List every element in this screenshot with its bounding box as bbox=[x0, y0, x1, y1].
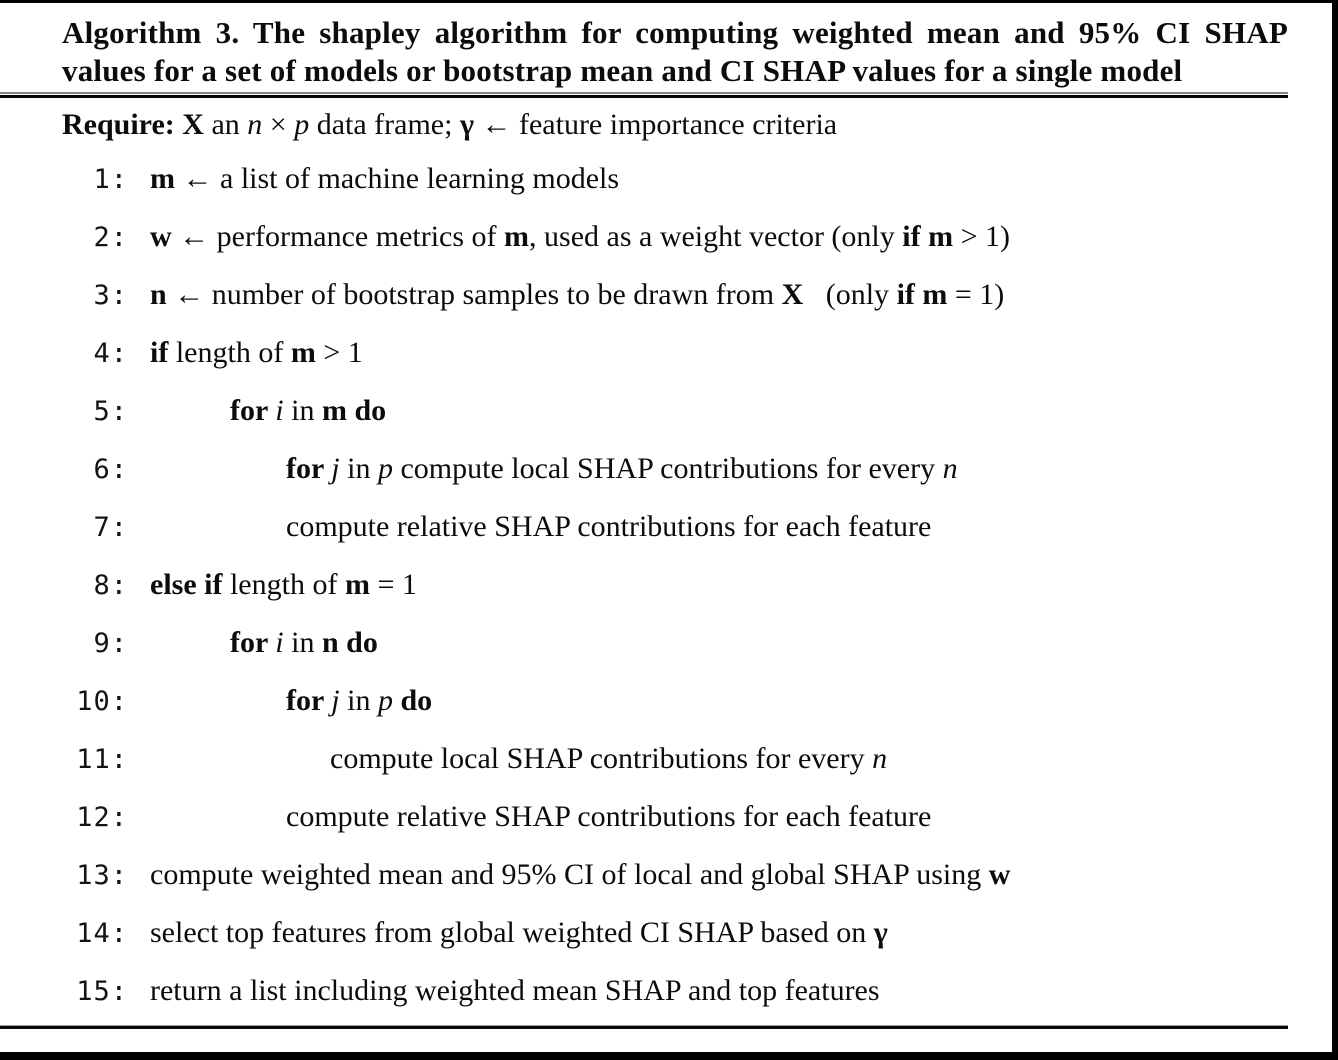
text-segment: if m bbox=[902, 220, 954, 253]
text-segment: γ bbox=[459, 108, 474, 141]
text-segment: Require: bbox=[62, 108, 183, 141]
line-content bbox=[286, 800, 931, 834]
algo-line-row bbox=[62, 730, 1010, 788]
algo-line-row bbox=[62, 962, 1010, 1020]
text-segment: if m bbox=[896, 278, 948, 311]
text-segment: > 1 bbox=[315, 336, 363, 369]
text-segment: m bbox=[290, 336, 316, 369]
text-segment: γ bbox=[873, 916, 888, 949]
line-number: 13: bbox=[76, 859, 128, 891]
line-number: 4: bbox=[93, 337, 128, 369]
line-number: 3: bbox=[93, 279, 128, 311]
text-segment: ← feature importance criteria bbox=[473, 108, 838, 141]
text-segment: select top features from global weighted CI SHAP based on bbox=[150, 916, 874, 949]
algo-line-row bbox=[62, 440, 1010, 498]
text-segment: compute relative SHAP contributions for each feature bbox=[286, 510, 932, 543]
text-segment: > 1) bbox=[953, 220, 1011, 253]
text-segment: compute relative SHAP contributions for each feature bbox=[286, 800, 932, 833]
text-segment: in bbox=[283, 394, 322, 427]
text-segment: (only bbox=[803, 278, 897, 311]
line-number: 14: bbox=[76, 917, 128, 949]
line-number: 1: bbox=[93, 163, 128, 195]
algo-line-row bbox=[62, 788, 1010, 846]
text-segment: in bbox=[283, 626, 322, 659]
text-segment: m bbox=[504, 220, 530, 253]
line-content bbox=[150, 568, 417, 602]
line-number: 9: bbox=[93, 627, 128, 659]
line-content bbox=[150, 858, 1010, 892]
algo-lines bbox=[62, 150, 1010, 1020]
text-segment: m bbox=[150, 162, 175, 195]
text-segment: an bbox=[203, 108, 248, 141]
text-segment: j bbox=[331, 684, 340, 717]
line-content bbox=[150, 220, 1010, 254]
text-segment: do bbox=[400, 684, 433, 717]
algo-line-row bbox=[62, 614, 1010, 672]
line-number: 6: bbox=[93, 453, 128, 485]
text-segment: n bbox=[247, 108, 263, 141]
require-line bbox=[62, 106, 837, 144]
line-content bbox=[230, 626, 378, 660]
line-number: 2: bbox=[93, 221, 128, 253]
text-segment: m do bbox=[321, 394, 387, 427]
line-content bbox=[150, 916, 888, 950]
line-content bbox=[150, 162, 619, 196]
bottom-rule bbox=[0, 1025, 1288, 1029]
algo-line-row bbox=[62, 150, 1010, 208]
text-segment: if bbox=[150, 336, 176, 369]
line-number: 7: bbox=[93, 511, 128, 543]
line-content bbox=[286, 684, 432, 718]
text-segment: n bbox=[150, 278, 167, 311]
algorithm-title: Algorithm 3. The shapley algorithm for computing weighted mean and 95% CI SHAP values for a set of models or bootstrap mean and CI SHAP values for a single model bbox=[62, 15, 1288, 88]
text-segment: w bbox=[988, 858, 1011, 891]
text-segment: w bbox=[150, 220, 172, 253]
text-segment: else if bbox=[150, 568, 230, 601]
bottom-scan-border bbox=[0, 1052, 1338, 1060]
text-segment: = 1) bbox=[947, 278, 1005, 311]
algo-line-row bbox=[62, 266, 1010, 324]
text-segment: , used as a weight vector (only bbox=[529, 220, 903, 253]
text-segment: n do bbox=[321, 626, 378, 659]
text-segment: j bbox=[331, 452, 340, 485]
line-number: 12: bbox=[76, 801, 128, 833]
line-number: 5: bbox=[93, 395, 128, 427]
text-segment: p bbox=[377, 452, 393, 485]
text-segment: in bbox=[339, 452, 378, 485]
line-number: 15: bbox=[76, 975, 128, 1007]
text-segment: compute local SHAP contributions for every bbox=[330, 742, 873, 775]
text-segment: length of bbox=[175, 336, 291, 369]
line-number: 10: bbox=[76, 685, 128, 717]
algo-line-row bbox=[62, 382, 1010, 440]
text-segment: for bbox=[286, 684, 332, 717]
line-content bbox=[286, 510, 931, 544]
text-segment: for bbox=[230, 394, 276, 427]
algo-line-row bbox=[62, 556, 1010, 614]
top-scan-border bbox=[0, 0, 1338, 3]
text-segment: i bbox=[275, 394, 284, 427]
line-content bbox=[150, 974, 880, 1008]
text-segment: p bbox=[377, 684, 393, 717]
algo-line-row bbox=[62, 208, 1010, 266]
text-segment: return a list including weighted mean SHAP and top features bbox=[150, 974, 880, 1007]
text-segment: ← a list of machine learning models bbox=[175, 162, 620, 195]
algo-line-row bbox=[62, 904, 1010, 962]
text-segment: compute local SHAP contributions for every bbox=[392, 452, 943, 485]
text-segment: data frame; bbox=[309, 108, 460, 141]
line-number: 8: bbox=[93, 569, 128, 601]
text-segment: ← number of bootstrap samples to be drawn from bbox=[166, 278, 782, 311]
text-segment: m bbox=[344, 568, 370, 601]
line-content bbox=[230, 394, 386, 428]
text-segment: for bbox=[230, 626, 276, 659]
text-segment: X bbox=[182, 108, 204, 141]
algo-line-row bbox=[62, 324, 1010, 382]
algo-line-row bbox=[62, 498, 1010, 556]
algo-line-row bbox=[62, 846, 1010, 904]
text-segment: p bbox=[294, 108, 310, 141]
line-number: 11: bbox=[76, 743, 128, 775]
line-content bbox=[150, 278, 1004, 312]
title-rule bbox=[0, 92, 1288, 98]
text-segment: × bbox=[262, 108, 295, 141]
text-segment: compute weighted mean and 95% CI of local and global SHAP using bbox=[150, 858, 989, 891]
text-segment: X bbox=[781, 278, 804, 311]
text-segment: ← performance metrics of bbox=[171, 220, 505, 253]
text-segment: i bbox=[275, 626, 284, 659]
line-content bbox=[330, 742, 887, 776]
algo-line-row bbox=[62, 672, 1010, 730]
text-segment: for bbox=[286, 452, 332, 485]
text-segment: in bbox=[339, 684, 378, 717]
text-segment: n bbox=[942, 452, 958, 485]
text-segment: = 1 bbox=[369, 568, 417, 601]
line-content bbox=[150, 336, 363, 370]
text-segment: n bbox=[872, 742, 888, 775]
right-scan-border bbox=[1332, 0, 1338, 1060]
line-content bbox=[286, 452, 958, 486]
text-segment: length of bbox=[229, 568, 345, 601]
